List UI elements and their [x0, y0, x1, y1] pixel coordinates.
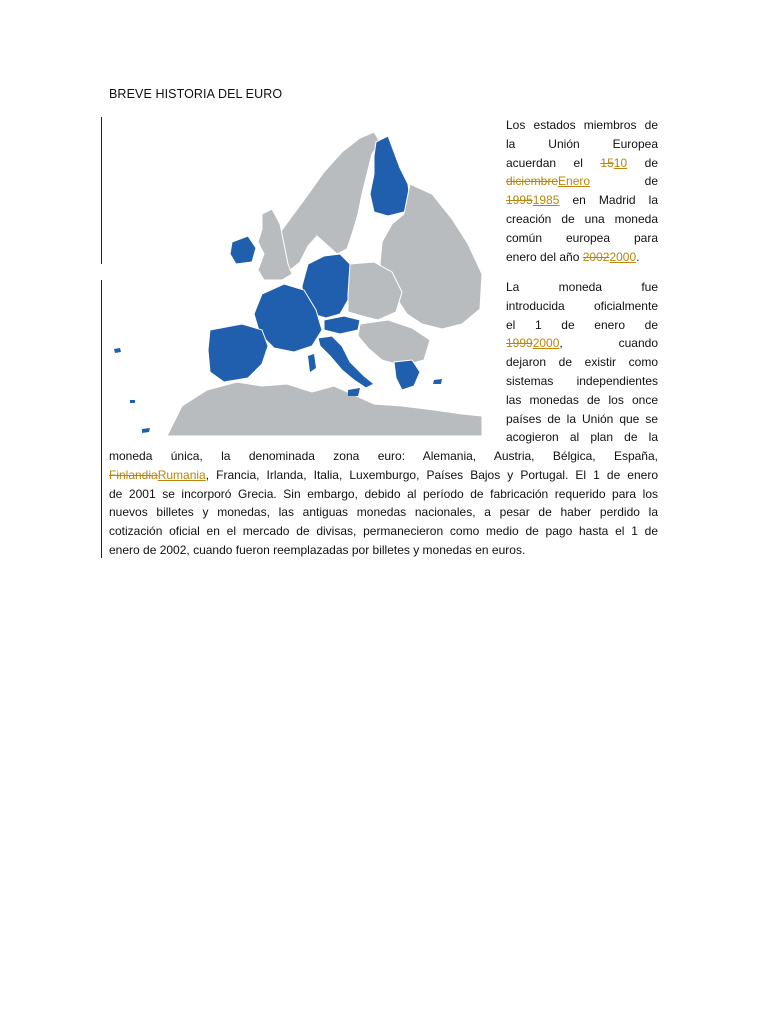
text-line: sistemas independientes [506, 373, 658, 388]
text-line: enero de 2002, cuando fueron reemplazadas por billetes y monedas en euros. [109, 542, 526, 557]
text-line: 19951985 en Madrid la [506, 193, 658, 208]
deleted-text: Finlandia [109, 467, 158, 482]
inserted-text: Enero [558, 174, 591, 189]
text-line: Los estados miembros de [506, 118, 658, 132]
text-line: de 2001 se incorporó Grecia. Sin embargo, debido al período de fabricación requerido para los [109, 486, 658, 501]
inserted-text: 2000 [609, 249, 637, 264]
text-line: creación de una moneda [506, 211, 658, 226]
deleted-text: 15 [600, 155, 614, 170]
document-title: BREVE HISTORIA DEL EURO [109, 87, 283, 101]
text-line: enero del año 20022000. [506, 249, 640, 264]
paragraph-1 [506, 116, 658, 266]
europe-map-image [112, 124, 482, 436]
paragraph-2 [506, 278, 658, 447]
text-line: países de la Unión que se [506, 411, 658, 426]
revision-change-bar [101, 280, 102, 558]
text-line: el 1 de enero de [506, 317, 658, 332]
deleted-text: diciembre [506, 174, 559, 189]
text-line: nuevos billetes y monedas, las antiguas monedas nacionales, a pesar de haber perdido la [109, 505, 658, 520]
text-line: dejaron de existir como [506, 355, 658, 370]
text-line: las monedas de los once [506, 392, 658, 407]
text-line: introducida oficialmente [506, 298, 658, 313]
text-line: moneda única, la denominada zona euro: Alemania, Austria, Bélgica, España, [109, 449, 658, 463]
text-line: FinlandiaRumania, Francia, Irlanda, Italia, Luxemburgo, Países Bajos y Portugal. El 1 de enero [109, 467, 658, 482]
text-line: cotización oficial en el mercado de divisas, permanecieron como medio de pago hasta el 1 de [109, 524, 658, 539]
inserted-text: 1985 [532, 193, 560, 208]
text-line: acogieron al plan de la [506, 430, 658, 445]
text-line: 19992000, cuando [506, 336, 658, 351]
inserted-text: Rumania [157, 467, 206, 482]
text-line: La moneda fue [506, 280, 658, 294]
text-line: común europea para [506, 230, 658, 245]
text-line: acuerdan el 1510 de [506, 155, 659, 170]
inserted-text: 2000 [532, 336, 560, 351]
inserted-text: 10 [613, 155, 628, 170]
text-line: diciembreEnero de [506, 174, 658, 189]
revision-change-bar [101, 117, 102, 264]
paragraph-3 [109, 447, 658, 560]
map-madeira [130, 400, 135, 403]
deleted-text: 2002 [582, 249, 610, 264]
deleted-text: 1999 [506, 336, 533, 351]
text-line: la Unión Europea [506, 136, 658, 151]
deleted-text: 1995 [506, 193, 533, 208]
